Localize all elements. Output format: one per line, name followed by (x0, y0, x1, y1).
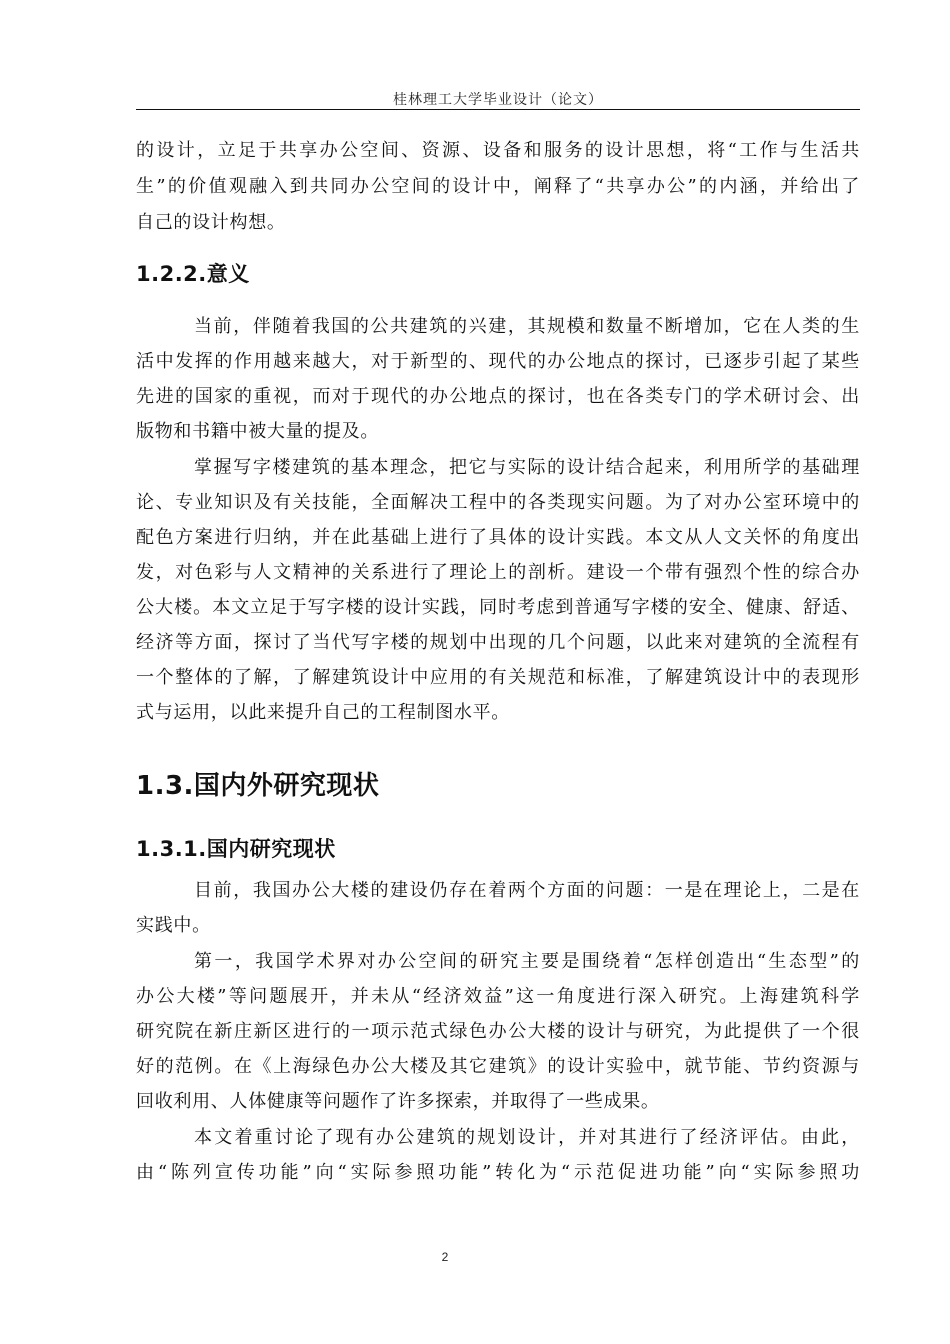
section-heading-1-3-1: 1.3.1.国内研究现状 (136, 837, 336, 861)
text-line: 当前，伴随着我国的公共建筑的兴建，其规模和数量不断增加，它在人类的生 (194, 316, 860, 337)
text-line: 研究院在新庄新区进行的一项示范式绿色办公大楼的设计与研究，为此提供了一个很 (136, 1021, 860, 1042)
text-line: 版物和书籍中被大量的提及。 (136, 421, 380, 442)
text-line: 配色方案进行归纳，并在此基础上进行了具体的设计实践。本文从人文关怀的角度出 (136, 527, 860, 548)
text-line: 的设计，立足于共享办公空间、资源、设备和服务的设计思想，将“工作与生活共 (136, 140, 860, 161)
text-line: 式与运用，以此来提升自己的工程制图水平。 (136, 702, 510, 723)
text-line: 本文着重讨论了现有办公建筑的规划设计，并对其进行了经济评估。由此， (194, 1127, 860, 1148)
section-heading-1-3: 1.3.国内外研究现状 (136, 771, 380, 801)
text-line: 经济等方面，探讨了当代写字楼的规划中出现的几个问题，以此来对建筑的全流程有 (136, 632, 860, 653)
text-line: 办公大楼”等问题展开，并未从“经济效益”这一角度进行深入研究。上海建筑科学 (136, 986, 860, 1007)
text-line: 活中发挥的作用越来越大，对于新型的、现代的办公地点的探讨，已逐步引起了某些 (136, 351, 860, 372)
text-line: 公大楼。本文立足于写字楼的设计实践，同时考虑到普通写字楼的安全、健康、舒适、 (136, 597, 860, 618)
text-line: 发，对色彩与人文精神的关系进行了理论上的剖析。建设一个带有强烈个性的综合办 (136, 562, 860, 583)
header-title: 桂林理工大学毕业设计（论文） (393, 92, 603, 108)
text-line: 第一，我国学术界对办公空间的研究主要是围绕着“怎样创造出“生态型”的 (194, 951, 860, 972)
text-line: 回收利用、人体健康等问题作了许多探索，并取得了一些成果。 (136, 1091, 660, 1112)
text-line: 掌握写字楼建筑的基本理念，把它与实际的设计结合起来，利用所学的基础理 (194, 457, 860, 478)
text-line: 生”的价值观融入到共同办公空间的设计中，阐释了“共享办公”的内涵，并给出了 (136, 176, 860, 197)
header-rule (136, 109, 860, 110)
text-line: 好的范例。在《上海绿色办公大楼及其它建筑》的设计实验中，就节能、节约资源与 (136, 1056, 860, 1077)
text-line: 目前，我国办公大楼的建设仍存在着两个方面的问题：一是在理论上，二是在 (194, 880, 860, 901)
text-line: 论、专业知识及有关技能，全面解决工程中的各类现实问题。为了对办公室环境中的 (136, 492, 860, 513)
page-number: 2 (441, 1250, 449, 1264)
text-line: 由“陈列宣传功能”向“实际参照功能”转化为“示范促进功能”向“实际参照功 (136, 1162, 860, 1183)
text-line: 自己的设计构想。 (136, 212, 286, 233)
text-line: 实践中。 (136, 915, 211, 936)
section-heading-1-2-2: 1.2.2.意义 (136, 262, 250, 286)
text-line: 一个整体的了解，了解建筑设计中应用的有关规范和标准，了解建筑设计中的表现形 (136, 667, 860, 688)
text-line: 先进的国家的重视，而对于现代的办公地点的探讨，也在各类专门的学术研讨会、出 (136, 386, 860, 407)
